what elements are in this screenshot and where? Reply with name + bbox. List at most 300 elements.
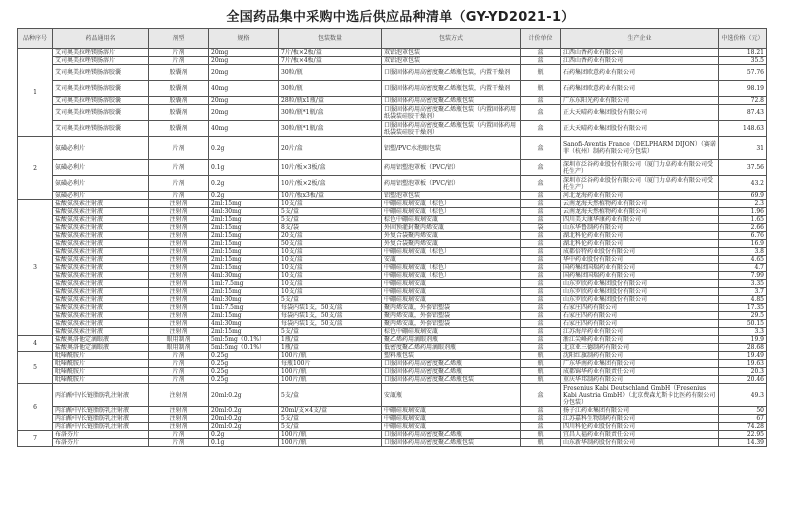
cell-pack-method: 药用铝塑泡罩板（PVC/铝） [382,160,521,176]
cell-unit: 盒 [521,336,561,344]
table-row [18,304,767,312]
cell-unit: 盒 [521,160,561,176]
table-row [18,431,767,439]
table-row [18,105,767,121]
cell-dosage-form: 注射剂 [149,224,209,232]
cell-pack-method: 低密度聚乙烯药用滴眼剂瓶 [382,344,521,352]
cell-dosage-form: 注射剂 [149,200,209,208]
cell-unit: 瓶 [521,360,561,368]
cell-spec: 0.25g [209,368,279,376]
table-row [18,280,767,288]
cell-spec: 2ml:15mg [209,232,279,240]
cell-pack-method: 聚丙烯安瓿，外套铝塑袋 [382,320,521,328]
cell-pack-method: 口服固体药用高密度聚乙烯瓶 [382,360,521,368]
cell-dosage-form: 片剂 [149,192,209,200]
table-row [18,368,767,376]
table-row [18,328,767,336]
cell-drug-name: 丙泊酚中/长链脂肪乳注射液 [53,423,149,431]
table-row [18,336,767,344]
table-row [18,288,767,296]
cell-drug-name: 丙泊酚中/长链脂肪乳注射液 [53,384,149,407]
table-row [18,200,767,208]
cell-dosage-form: 注射剂 [149,304,209,312]
cell-price: 2.66 [719,224,767,232]
cell-pack-method: 口服固体药用高密度聚乙烯瓶 [382,431,521,439]
cell-price: 74.28 [719,423,767,431]
cell-manufacturer: 江苏嘉科生物制药有限公司 [561,415,719,423]
cell-unit: 盒 [521,216,561,224]
cell-manufacturer: 湖北科伦药业有限公司 [561,232,719,240]
cell-unit: 盒 [521,200,561,208]
cell-pack-qty: 50支/盒 [279,240,382,248]
cell-manufacturer: 国药集团国瑞药业有限公司 [561,264,719,272]
cell-pack-method: 口服固体药用高密度聚乙烯瓶 [382,368,521,376]
cell-manufacturer: 河北龙海药业有限公司 [561,192,719,200]
cell-dosage-form: 注射剂 [149,312,209,320]
cell-unit: 盒 [521,176,561,192]
cell-dosage-form: 片剂 [149,176,209,192]
cell-spec: 20mg [209,49,279,57]
cell-price: 20.3 [719,368,767,376]
cell-spec: 4ml:30mg [209,208,279,216]
cell-spec: 40mg [209,121,279,137]
cell-pack-qty: 5支/盒 [279,216,382,224]
cell-spec: 5ml:5mg（0.1%） [209,336,279,344]
cell-price: 6.76 [719,232,767,240]
cell-unit: 瓶 [521,352,561,360]
cell-spec: 0.2g [209,176,279,192]
cell-price: 98.19 [719,81,767,97]
cell-pack-method: 中硼硅玻璃安瓿（棕色） [382,200,521,208]
cell-pack-qty: 10支/盒 [279,272,382,280]
cell-dosage-form: 注射剂 [149,216,209,224]
cell-pack-method: 口服固体药用高密度聚乙烯瓶包装 [382,439,521,447]
cell-manufacturer: 宜昌人福药业有限责任公司 [561,431,719,439]
table-row [18,49,767,57]
cell-manufacturer: 北京亚三德制药有限公司 [561,344,719,352]
cell-unit: 盒 [521,264,561,272]
cell-pack-method: 聚乙烯药用滴眼剂瓶 [382,336,521,344]
cell-dosage-form: 片剂 [149,160,209,176]
cell-manufacturer: 石家庄四药有限公司 [561,312,719,320]
header-price: 中选价格（元） [719,29,767,49]
cell-manufacturer: 正大天晴药业集团股份有限公司 [561,121,719,137]
cell-manufacturer: 湖北科伦药业有限公司 [561,240,719,248]
cell-drug-name: 盐酸氨溴索注射液 [53,296,149,304]
table-row [18,81,767,97]
table-row [18,423,767,431]
cell-price: 43.2 [719,176,767,192]
cell-unit: 盒 [521,344,561,352]
cell-spec: 0.25g [209,376,279,384]
cell-dosage-form: 片剂 [149,137,209,160]
header-spec: 规格 [209,29,279,49]
cell-seq: 1 [18,49,53,137]
cell-seq: 5 [18,352,53,384]
cell-price: 69.9 [719,192,767,200]
cell-pack-method: 安瓿 [382,256,521,264]
table-row [18,240,767,248]
table-row [18,208,767,216]
cell-seq: 6 [18,384,53,431]
cell-unit: 盒 [521,328,561,336]
cell-price: 22.95 [719,431,767,439]
cell-manufacturer: 石药集团欧意药业有限公司 [561,81,719,97]
cell-unit: 盒 [521,296,561,304]
cell-dosage-form: 注射剂 [149,280,209,288]
table-row [18,352,767,360]
table-row [18,137,767,160]
cell-pack-qty: 5支/盒 [279,328,382,336]
cell-spec: 2ml:15mg [209,248,279,256]
cell-manufacturer: 深圳市泛谷药业股份有限公司（厦门力卓药业有限公司受托生产） [561,160,719,176]
cell-pack-qty: 30粒/瓶*1瓶/盒 [279,105,382,121]
table-row [18,121,767,137]
cell-pack-method: 中硼硅玻璃安瓿 [382,280,521,288]
header-drug-name: 药品通用名 [53,29,149,49]
cell-pack-qty: 每瓶100片 [279,360,382,368]
cell-dosage-form: 胶囊剂 [149,105,209,121]
cell-spec: 40mg [209,81,279,97]
cell-spec: 20mg [209,105,279,121]
cell-drug-name: 艾司奥美拉唑镁肠溶片 [53,49,149,57]
cell-seq: 4 [18,336,53,352]
cell-dosage-form: 注射剂 [149,272,209,280]
cell-drug-name: 盐酸氨溴索注射液 [53,328,149,336]
cell-manufacturer: 四川美大康华康药业有限公司 [561,216,719,224]
table-row [18,376,767,384]
cell-unit: 盒 [521,97,561,105]
cell-drug-name: 盐酸氨溴索注射液 [53,248,149,256]
header-dosage-form: 剂型 [149,29,209,49]
table-row [18,264,767,272]
cell-unit: 瓶 [521,81,561,97]
table-row [18,415,767,423]
cell-unit: 盒 [521,248,561,256]
cell-dosage-form: 注射剂 [149,384,209,407]
cell-spec: 0.2g [209,431,279,439]
cell-pack-method: 双铝泡罩包装 [382,49,521,57]
cell-drug-name: 氨磺必利片 [53,176,149,192]
cell-drug-name: 盐酸氨溴索注射液 [53,280,149,288]
cell-manufacturer: 重庆华邦制药有限公司 [561,376,719,384]
cell-pack-qty: 7片/板×4板/盒 [279,57,382,65]
cell-dosage-form: 注射剂 [149,296,209,304]
table-body [18,49,767,447]
cell-spec: 5ml:5mg（0.1%） [209,344,279,352]
cell-manufacturer: 广东华南药业集团有限公司 [561,360,719,368]
cell-unit: 盒 [521,304,561,312]
header-pack-method: 包装方式 [382,29,521,49]
table-row [18,232,767,240]
cell-dosage-form: 注射剂 [149,240,209,248]
cell-manufacturer: 成都倍特药业股份有限公司 [561,248,719,256]
cell-drug-name: 艾司奥美拉唑镁肠溶胶囊 [53,81,149,97]
table-row [18,248,767,256]
cell-pack-qty: 10支/盒 [279,264,382,272]
cell-manufacturer: 广东东阳光药业有限公司 [561,97,719,105]
cell-unit: 盒 [521,192,561,200]
cell-dosage-form: 注射剂 [149,232,209,240]
cell-manufacturer: 浙江尖峰药业有限公司 [561,336,719,344]
cell-price: 7.99 [719,272,767,280]
cell-pack-method: 口服固体药用高密度聚乙烯瓶包装 [382,97,521,105]
cell-seq: 2 [18,137,53,200]
cell-spec: 2ml:15mg [209,200,279,208]
table-row [18,439,767,447]
cell-spec: 2ml:15mg [209,328,279,336]
cell-spec: 20mg [209,57,279,65]
cell-spec: 2ml:15mg [209,240,279,248]
table-row [18,344,767,352]
cell-pack-method: 外复合袋聚丙烯安瓿 [382,232,521,240]
table-header-row [18,29,767,49]
cell-spec: 20ml:0.2g [209,423,279,431]
table-row [18,176,767,192]
table-row [18,312,767,320]
cell-manufacturer: 石家庄四药有限公司 [561,304,719,312]
cell-spec: 0.2g [209,137,279,160]
table-row [18,407,767,415]
cell-price: 28.68 [719,344,767,352]
cell-price: 49.3 [719,384,767,407]
cell-drug-name: 盐酸氨溴索注射液 [53,304,149,312]
cell-pack-method: 中硼硅玻璃安瓿 [382,407,521,415]
cell-unit: 瓶 [521,376,561,384]
cell-manufacturer: 江西山香药业有限公司 [561,49,719,57]
cell-spec: 2ml:15mg [209,216,279,224]
cell-spec: 2ml:15mg [209,256,279,264]
cell-pack-qty: 10支/盒 [279,200,382,208]
table-row [18,256,767,264]
cell-pack-qty: 每袋内装1支，50支/盒 [279,312,382,320]
cell-drug-name: 艾司奥美拉唑镁肠溶片 [53,57,149,65]
cell-pack-method: 棕色中硼硅玻璃安瓿 [382,328,521,336]
cell-spec: 2ml:15mg [209,264,279,272]
cell-pack-qty: 每袋内装1支，50支/盒 [279,304,382,312]
cell-unit: 盒 [521,407,561,415]
cell-dosage-form: 片剂 [149,439,209,447]
cell-price: 57.76 [719,65,767,81]
cell-pack-qty: 100片/瓶 [279,431,382,439]
cell-pack-qty: 5支/盒 [279,415,382,423]
table-row [18,65,767,81]
cell-pack-method: 口服固体药用高密度聚乙烯瓶包装（内置固体药用纸袋装硅胶干燥剂） [382,105,521,121]
cell-spec: 0.25g [209,352,279,360]
cell-drug-name: 布洛芬片 [53,439,149,447]
cell-spec: 4ml:30mg [209,272,279,280]
cell-price: 72.8 [719,97,767,105]
cell-manufacturer: 深圳市泛谷药业股份有限公司（厦门力卓药业有限公司受托生产） [561,176,719,192]
cell-price: 20.46 [719,376,767,384]
cell-unit: 瓶 [521,431,561,439]
cell-seq: 3 [18,200,53,336]
cell-drug-name: 艾司奥美拉唑镁肠溶胶囊 [53,121,149,137]
cell-pack-method: 安瓿瓶 [382,384,521,407]
cell-price: 3.7 [719,288,767,296]
cell-price: 14.39 [719,439,767,447]
cell-pack-qty: 1瓶/盒 [279,344,382,352]
cell-unit: 盒 [521,57,561,65]
cell-manufacturer: 石家庄四药有限公司 [561,320,719,328]
cell-unit: 瓶 [521,65,561,81]
cell-dosage-form: 片剂 [149,49,209,57]
cell-pack-method: 药用铝塑泡罩板（PVC/铝） [382,176,521,192]
cell-drug-name: 氨磺必利片 [53,137,149,160]
cell-price: 50 [719,407,767,415]
cell-price: 19.63 [719,360,767,368]
table-row [18,216,767,224]
header-unit: 计价单位 [521,29,561,49]
cell-pack-qty: 7片/板×2板/盒 [279,49,382,57]
cell-pack-method: 聚丙烯安瓿，外套铝塑袋 [382,312,521,320]
cell-price: 50.15 [719,320,767,328]
cell-pack-method: 中硼硅玻璃安瓿 [382,296,521,304]
cell-unit: 盒 [521,288,561,296]
cell-drug-name: 盐酸氨溴索注射液 [53,216,149,224]
cell-price: 3.3 [719,328,767,336]
cell-dosage-form: 片剂 [149,57,209,65]
cell-pack-qty: 8支/袋 [279,224,382,232]
cell-pack-method: 铝塑泡罩包装 [382,192,521,200]
cell-dosage-form: 注射剂 [149,264,209,272]
table-row [18,320,767,328]
cell-pack-method: 塑料瓶包装 [382,352,521,360]
cell-pack-method: 中硼硅玻璃安瓿 [382,415,521,423]
cell-pack-method: 中硼硅玻璃安瓿 [382,423,521,431]
cell-price: 19.9 [719,336,767,344]
cell-drug-name: 盐酸氨溴索注射液 [53,272,149,280]
cell-pack-qty: 每袋内装1支，50支/盒 [279,320,382,328]
cell-drug-name: 氨磺必利片 [53,160,149,176]
cell-pack-qty: 30粒/瓶 [279,81,382,97]
cell-drug-name: 盐酸氨溴索注射液 [53,208,149,216]
cell-drug-name: 吡嗪酰胺片 [53,368,149,376]
cell-pack-qty: 5支/盒 [279,296,382,304]
cell-dosage-form: 注射剂 [149,320,209,328]
cell-manufacturer: 山东罗欣药业集团股份有限公司 [561,280,719,288]
cell-pack-qty: 10支/盒 [279,288,382,296]
cell-unit: 袋 [521,224,561,232]
cell-spec: 4ml:30mg [209,320,279,328]
cell-pack-qty: 10片/板×3板/盒 [279,160,382,176]
cell-manufacturer: 山东新华制药股份有限公司 [561,439,719,447]
cell-drug-name: 盐酸氨溴索注射液 [53,200,149,208]
cell-drug-name: 盐酸氨溴索注射液 [53,240,149,248]
cell-manufacturer: 山东罗欣药业集团股份有限公司 [561,288,719,296]
cell-manufacturer: Sanofi-Aventis France（DELPHARM DIJON）（赛诺菲（杭州）制药有限公司分包装） [561,137,719,160]
cell-dosage-form: 注射剂 [149,328,209,336]
cell-spec: 0.1g [209,439,279,447]
cell-pack-method: 中硼硅玻璃安瓿 [382,288,521,296]
cell-price: 3.8 [719,248,767,256]
cell-drug-name: 盐酸氨溴索注射液 [53,264,149,272]
cell-unit: 盒 [521,240,561,248]
cell-pack-method: 中硼硅玻璃安瓿（棕色） [382,248,521,256]
cell-dosage-form: 眼用制剂 [149,336,209,344]
cell-drug-name: 艾司奥美拉唑镁肠溶胶囊 [53,65,149,81]
cell-drug-name: 吡嗪酰胺片 [53,360,149,368]
cell-manufacturer: 云南龙海天然植物药业有限公司 [561,208,719,216]
cell-spec: 0.25g [209,360,279,368]
cell-spec: 20ml:0.2g [209,407,279,415]
cell-price: 35.5 [719,57,767,65]
cell-drug-name: 布洛芬片 [53,431,149,439]
cell-manufacturer: 国药集团国瑞药业有限公司 [561,272,719,280]
cell-unit: 盒 [521,423,561,431]
cell-pack-qty: 100片/瓶 [279,439,382,447]
cell-manufacturer: 石药集团欧意药业有限公司 [561,65,719,81]
cell-pack-method: 口服固体药用高密度聚乙烯瓶包装，内置干燥剂 [382,81,521,97]
cell-price: 67 [719,415,767,423]
cell-pack-qty: 5支/盒 [279,208,382,216]
cell-unit: 盒 [521,137,561,160]
cell-dosage-form: 片剂 [149,352,209,360]
table-row [18,224,767,232]
cell-dosage-form: 胶囊剂 [149,81,209,97]
table-row [18,272,767,280]
cell-price: 19.49 [719,352,767,360]
table-row [18,360,767,368]
cell-pack-method: 中硼硅玻璃安瓿（棕色） [382,264,521,272]
cell-unit: 盒 [521,415,561,423]
cell-dosage-form: 注射剂 [149,248,209,256]
cell-dosage-form: 注射剂 [149,423,209,431]
cell-price: 1.96 [719,208,767,216]
cell-pack-qty: 10片/板x3板/盒 [279,192,382,200]
cell-pack-qty: 100片/瓶 [279,376,382,384]
cell-unit: 盒 [521,105,561,121]
cell-unit: 盒 [521,280,561,288]
cell-spec: 0.2g [209,192,279,200]
cell-pack-method: 口服固体药用高密度聚乙烯瓶包装（内置固体药用纸袋装硅胶干燥剂） [382,121,521,137]
cell-price: 4.7 [719,264,767,272]
table-row [18,384,767,407]
cell-unit: 盒 [521,256,561,264]
table-row [18,192,767,200]
cell-dosage-form: 注射剂 [149,208,209,216]
cell-drug-name: 吡嗪酰胺片 [53,352,149,360]
cell-pack-qty: 30粒/瓶 [279,65,382,81]
cell-price: 148.63 [719,121,767,137]
cell-pack-qty: 100片/瓶 [279,352,382,360]
cell-drug-name: 盐酸氨溴索注射液 [53,320,149,328]
cell-pack-method: 棕色中硼硅玻璃安瓿 [382,216,521,224]
cell-dosage-form: 胶囊剂 [149,121,209,137]
cell-price: 87.43 [719,105,767,121]
cell-price: 4.85 [719,296,767,304]
cell-price: 18.21 [719,49,767,57]
cell-price: 17.35 [719,304,767,312]
cell-pack-qty: 30粒/瓶*1瓶/盒 [279,121,382,137]
cell-unit: 盒 [521,384,561,407]
cell-price: 3.35 [719,280,767,288]
cell-pack-method: 外复合袋聚丙烯安瓿 [382,240,521,248]
cell-dosage-form: 片剂 [149,376,209,384]
cell-drug-name: 盐酸奥洛他定滴眼液 [53,344,149,352]
cell-price: 31 [719,137,767,160]
cell-price: 29.5 [719,312,767,320]
cell-pack-qty: 5支/盒 [279,384,382,407]
cell-unit: 盒 [521,49,561,57]
cell-drug-name: 艾司奥美拉唑镁肠溶胶囊 [53,105,149,121]
cell-spec: 20mg [209,97,279,105]
supply-list-table [17,28,767,447]
cell-pack-qty: 1瓶/盒 [279,336,382,344]
cell-manufacturer: 沈阳红旗制药有限公司 [561,352,719,360]
cell-pack-qty: 20支/盒 [279,232,382,240]
cell-drug-name: 盐酸氨溴索注射液 [53,232,149,240]
